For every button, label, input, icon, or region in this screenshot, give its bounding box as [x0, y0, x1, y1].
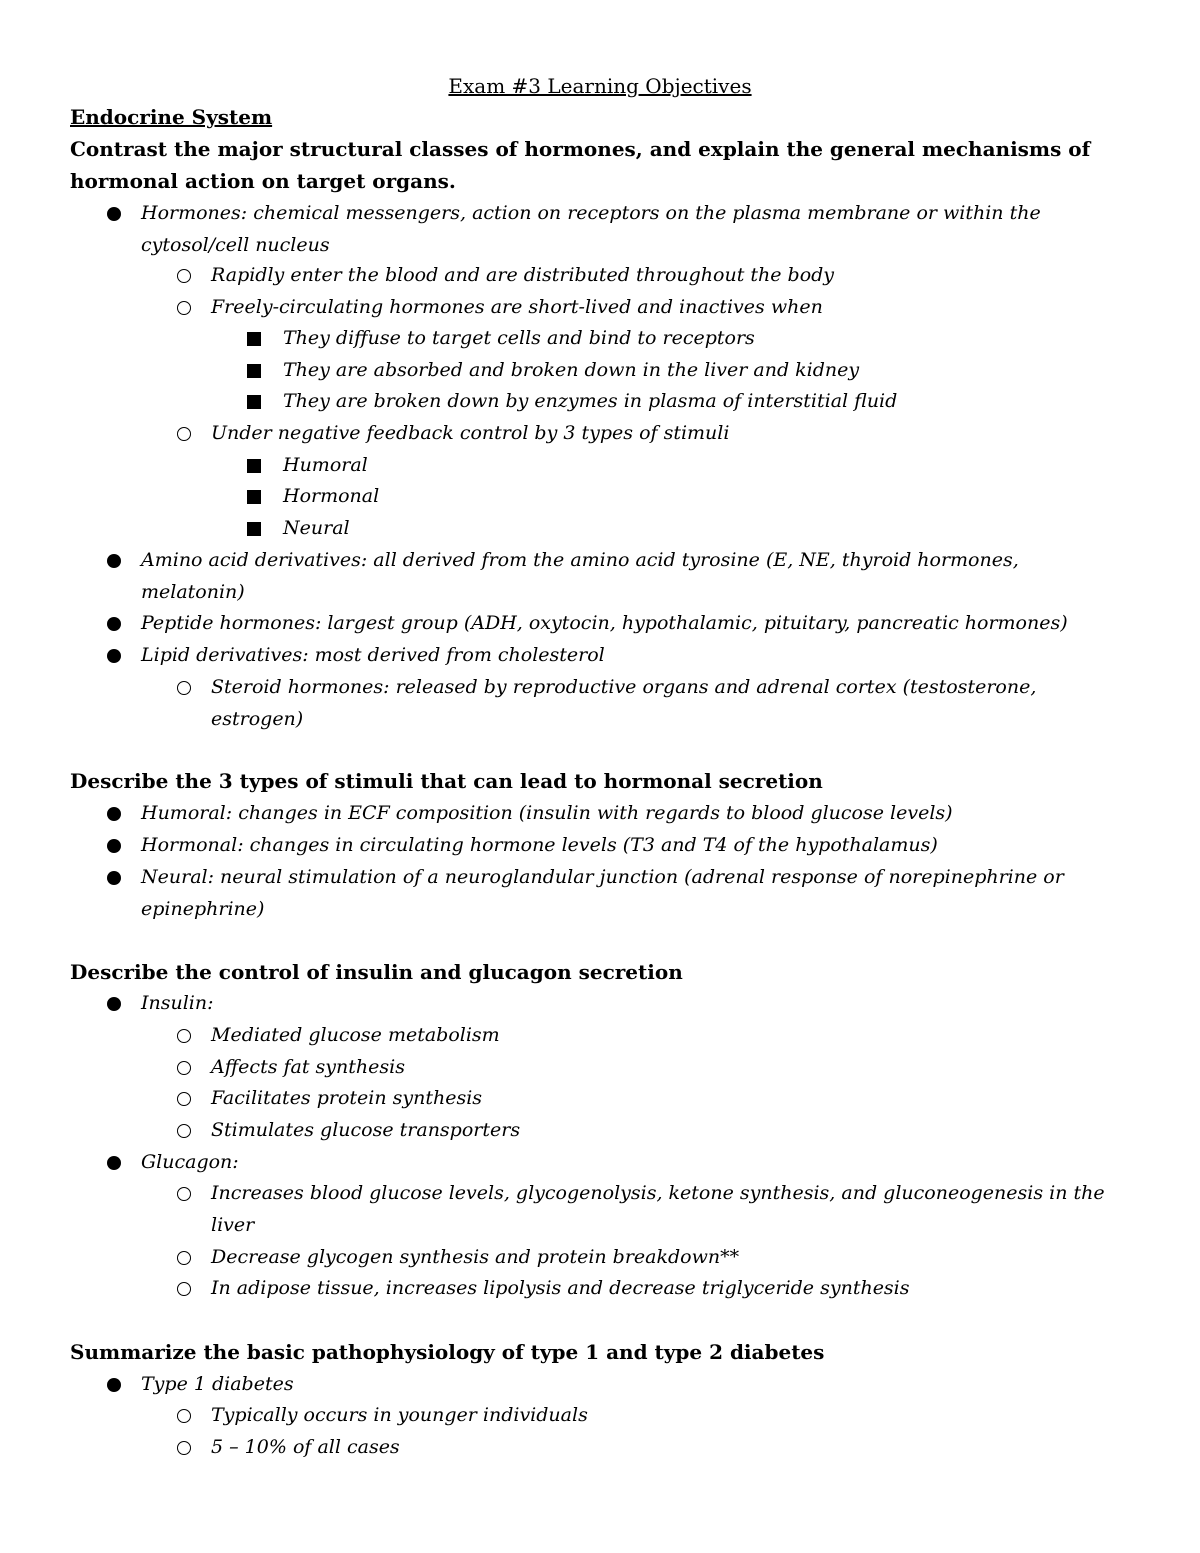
list-item: They diffuse to target cells and bind to receptors — [283, 323, 1113, 355]
list-item: Amino acid derivatives: all derived from the amino acid tyrosine (E, NE, thyroid hormones, melatonin) — [141, 545, 1111, 608]
hollow-circle-bullet-icon — [177, 269, 191, 283]
list-item: Under negative feedback control by 3 types of stimuli — [211, 418, 1111, 450]
hollow-circle-bullet-icon — [177, 1061, 191, 1075]
list-item: Stimulates glucose transporters — [211, 1115, 1111, 1147]
filled-circle-bullet-icon — [107, 554, 121, 568]
list-item: Lipid derivatives: most derived from cholesterol — [141, 640, 1111, 672]
filled-circle-bullet-icon — [107, 207, 121, 221]
list-item: Steroid hormones: released by reproductive organs and adrenal cortex (testosterone, estrogen) — [211, 672, 1111, 735]
list-item: Increases blood glucose levels, glycogenolysis, ketone synthesis, and gluconeogenesis in the liver — [211, 1178, 1111, 1241]
square-bullet-icon — [247, 332, 261, 346]
list-item: Typically occurs in younger individuals — [211, 1400, 1111, 1432]
list-item: Peptide hormones: largest group (ADH, oxytocin, hypothalamic, pituitary, pancreatic hormones) — [141, 608, 1111, 640]
list-item: Decrease glycogen synthesis and protein breakdown** — [211, 1242, 1111, 1274]
list-item: Neural: neural stimulation of a neuroglandular junction (adrenal response of norepinephrine or epinephrine) — [141, 862, 1111, 925]
filled-circle-bullet-icon — [107, 1378, 121, 1392]
hollow-circle-bullet-icon — [177, 1251, 191, 1265]
list-item: Type 1 diabetes — [141, 1369, 1111, 1401]
list-item: Neural — [283, 513, 1113, 545]
hollow-circle-bullet-icon — [177, 1409, 191, 1423]
list-item: Facilitates protein synthesis — [211, 1083, 1111, 1115]
list-item: Glucagon: — [141, 1147, 1111, 1179]
objective-heading: Describe the 3 types of stimuli that can lead to hormonal secretion — [70, 769, 823, 793]
hollow-circle-bullet-icon — [177, 1187, 191, 1201]
square-bullet-icon — [247, 459, 261, 473]
filled-circle-bullet-icon — [107, 871, 121, 885]
filled-circle-bullet-icon — [107, 839, 121, 853]
objective-heading: Summarize the basic pathophysiology of type 1 and type 2 diabetes — [70, 1340, 825, 1364]
document-title: Exam #3 Learning Objectives — [448, 74, 752, 98]
list-item: They are broken down by enzymes in plasma of interstitial fluid — [283, 386, 1113, 418]
hollow-circle-bullet-icon — [177, 1029, 191, 1043]
filled-circle-bullet-icon — [107, 997, 121, 1011]
hollow-circle-bullet-icon — [177, 1282, 191, 1296]
list-item: Humoral: changes in ECF composition (insulin with regards to blood glucose levels) — [141, 798, 1111, 830]
filled-circle-bullet-icon — [107, 617, 121, 631]
list-item: Hormones: chemical messengers, action on receptors on the plasma membrane or within the cytosol/cell nucleus — [141, 198, 1111, 261]
objective-heading: Describe the control of insulin and glucagon secretion — [70, 960, 683, 984]
square-bullet-icon — [247, 364, 261, 378]
list-item: Rapidly enter the blood and are distributed throughout the body — [211, 260, 1111, 292]
section-title: Endocrine System — [70, 105, 273, 129]
hollow-circle-bullet-icon — [177, 301, 191, 315]
list-item: In adipose tissue, increases lipolysis and decrease triglyceride synthesis — [211, 1273, 1111, 1305]
hollow-circle-bullet-icon — [177, 1441, 191, 1455]
square-bullet-icon — [247, 395, 261, 409]
list-item: Insulin: — [141, 988, 1111, 1020]
objective-heading: Contrast the major structural classes of hormones, and explain the general mechanisms of hormonal action on target organs. — [70, 137, 1091, 193]
list-item: 5 – 10% of all cases — [211, 1432, 1111, 1464]
square-bullet-icon — [247, 522, 261, 536]
hollow-circle-bullet-icon — [177, 681, 191, 695]
hollow-circle-bullet-icon — [177, 1124, 191, 1138]
hollow-circle-bullet-icon — [177, 427, 191, 441]
list-item: Hormonal: changes in circulating hormone levels (T3 and T4 of the hypothalamus) — [141, 830, 1111, 862]
list-item: Humoral — [283, 450, 1113, 482]
list-item: Freely-circulating hormones are short-lived and inactives when — [211, 292, 1111, 324]
list-item: Mediated glucose metabolism — [211, 1020, 1111, 1052]
list-item: Affects fat synthesis — [211, 1052, 1111, 1084]
filled-circle-bullet-icon — [107, 807, 121, 821]
list-item: Hormonal — [283, 481, 1113, 513]
square-bullet-icon — [247, 490, 261, 504]
filled-circle-bullet-icon — [107, 1156, 121, 1170]
hollow-circle-bullet-icon — [177, 1092, 191, 1106]
list-item: They are absorbed and broken down in the liver and kidney — [283, 355, 1113, 387]
filled-circle-bullet-icon — [107, 649, 121, 663]
